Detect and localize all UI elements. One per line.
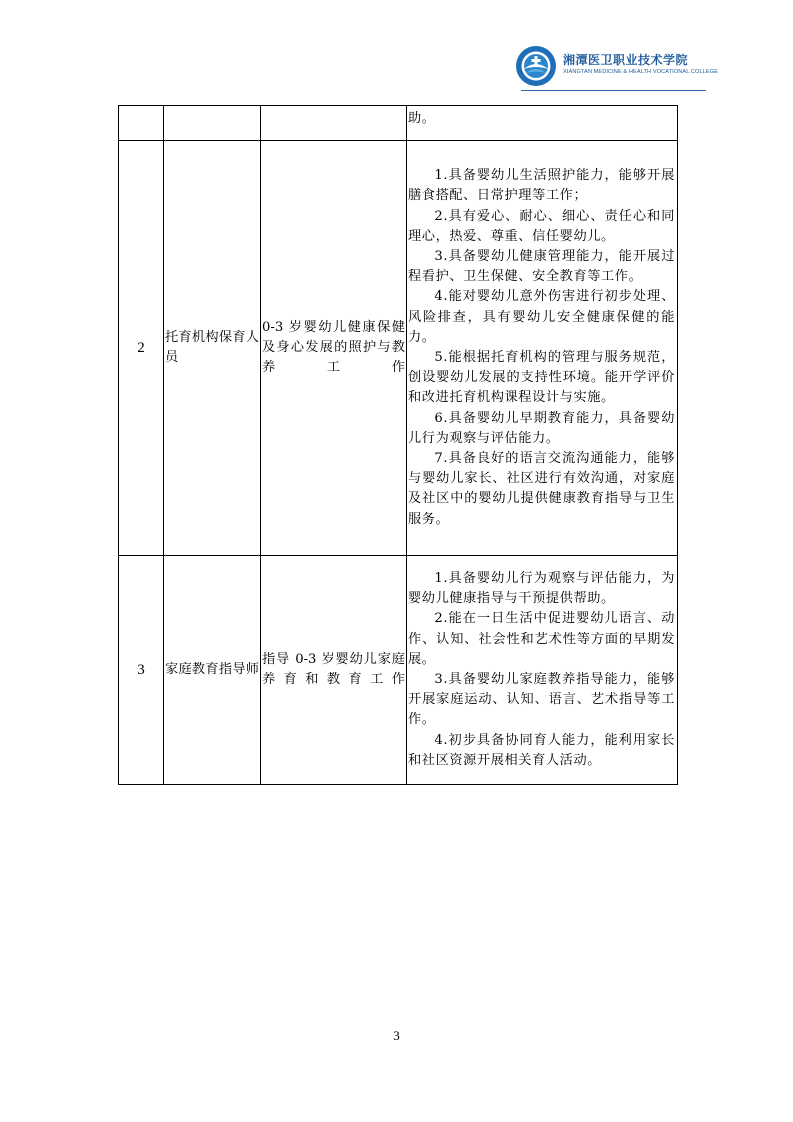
requirement-item: 4.能对婴幼儿意外伤害进行初步处理、风险排查，具有婴幼儿安全健康保健的能力。: [408, 289, 675, 345]
table-row: [119, 141, 678, 556]
requirements-cell: [407, 141, 678, 556]
position-cell: [164, 106, 261, 141]
college-name-cn: 湘潭医卫职业技术学院: [563, 53, 689, 67]
requirement-item: 6.具备婴幼儿早期教育能力，具备婴幼儿行为观察与评估能力。: [408, 410, 675, 446]
requirement-item: 4.初步具备协同育人能力，能利用家长和社区资源开展相关育人活动。: [408, 732, 675, 768]
row-number: 2: [119, 141, 164, 556]
position-cell: [164, 141, 261, 556]
requirement-item: 3.具备婴幼儿家庭教养指导能力，能够开展家庭运动、认知、语言、艺术指导等工作。: [408, 672, 675, 728]
row-number: 3: [119, 556, 164, 785]
work-cell: [261, 556, 407, 785]
position-text: 托育机构保育人员: [165, 330, 259, 365]
requirement-item: 1.具备婴幼儿生活照护能力，能够开展膳食搭配、日常护理等工作；: [408, 168, 675, 204]
position-cell: [164, 556, 261, 785]
requirement-item: 3.具备婴幼儿健康管理能力，能开展过程看护、卫生保健、安全教育等工作。: [408, 248, 675, 285]
requirement-item: 助。: [408, 111, 436, 126]
job-requirements-table: [118, 105, 678, 785]
table-row: [119, 106, 678, 141]
position-text: 家庭教育指导师: [165, 662, 259, 677]
table-row: [119, 556, 678, 785]
page-number: 3: [393, 1028, 400, 1043]
requirement-item: 7.具备良好的语言交流沟通能力，能够与婴幼儿家长、社区进行有效沟通，对家庭及社区中的婴幼儿提供健康教育指导与卫生服务。: [408, 451, 675, 527]
college-logo: [515, 45, 719, 87]
work-text: 指导 0-3 岁婴幼儿家庭养育和教育工作: [262, 652, 405, 687]
college-emblem-icon: [515, 45, 557, 87]
row-number: [119, 106, 164, 141]
work-text: 0-3 岁婴幼儿健康保健及身心发展的照护与教养工作: [262, 320, 405, 375]
requirements-cell: [407, 106, 678, 141]
work-cell: [261, 106, 407, 141]
college-name-en: XIANGTAN MEDICINE & HEALTH VOCATIONAL COLLEGE: [563, 69, 719, 75]
requirement-item: 2.能在一日生活中促进婴幼儿语言、动作、认知、社会性和艺术性等方面的早期发展。: [408, 611, 675, 667]
requirement-item: 2.具有爱心、耐心、细心、责任心和同理心，热爱、尊重、信任婴幼儿。: [408, 208, 675, 244]
requirements-cell: [407, 556, 678, 785]
work-cell: [261, 141, 407, 556]
requirement-item: 1.具备婴幼儿行为观察与评估能力，为婴幼儿健康指导与干预提供帮助。: [408, 570, 675, 607]
requirement-item: 5.能根据托育机构的管理与服务规范，创设婴幼儿发展的支持性环境。能开学评价和改进托育机构课程设计与实施。: [408, 350, 675, 406]
header-divider: [521, 90, 706, 91]
